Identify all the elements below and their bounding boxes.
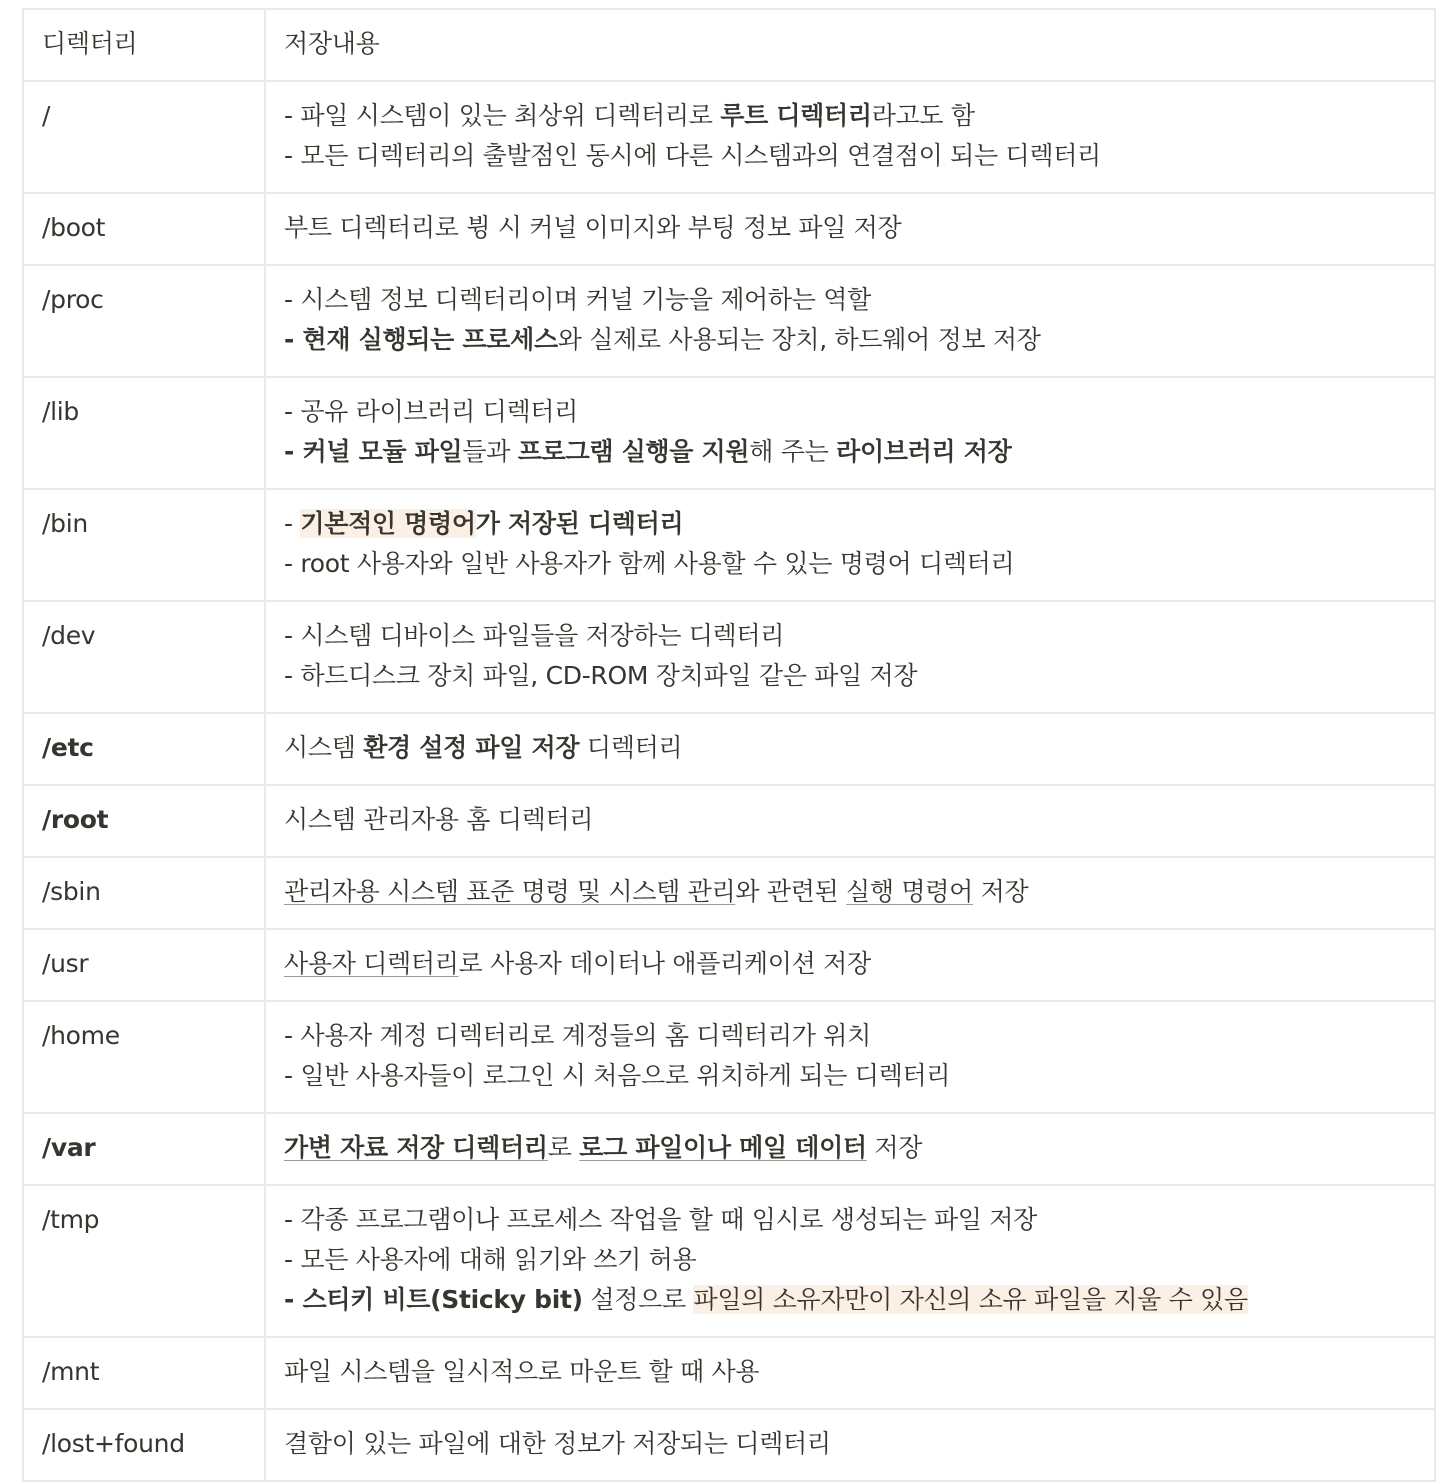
description-cell bbox=[265, 601, 1435, 713]
directory-cell: /mnt bbox=[23, 1337, 265, 1409]
description-line bbox=[284, 96, 1416, 136]
text-segment: 로 사용자 데이터나 애플리케이션 저장 bbox=[458, 949, 871, 978]
bold-text: 커널 모듈 파일 bbox=[302, 437, 463, 466]
description-line bbox=[284, 1056, 1416, 1096]
bold-text: 스티키 비트(Sticky bit) bbox=[302, 1285, 583, 1314]
table-body bbox=[23, 81, 1435, 1481]
description-line bbox=[284, 1016, 1416, 1056]
description-line bbox=[284, 656, 1416, 696]
bold-text: 프로그램 실행을 지원 bbox=[517, 437, 750, 466]
directory-cell: /bin bbox=[23, 489, 265, 601]
description-cell bbox=[265, 1409, 1435, 1481]
table-row bbox=[23, 857, 1435, 929]
bold-text: - bbox=[284, 437, 303, 466]
table-row bbox=[23, 929, 1435, 1001]
description-cell bbox=[265, 1113, 1435, 1185]
description-line bbox=[284, 944, 1416, 984]
description-line bbox=[284, 728, 1416, 768]
table-row bbox=[23, 377, 1435, 489]
text-segment: - 시스템 디바이스 파일들을 저장하는 디렉터리 bbox=[284, 621, 785, 650]
description-line bbox=[284, 1200, 1416, 1240]
description-line bbox=[284, 136, 1416, 176]
bold-text: - bbox=[284, 1285, 303, 1314]
text-segment: 파일 시스템을 일시적으로 마운트 할 때 사용 bbox=[284, 1357, 760, 1386]
description-cell bbox=[265, 81, 1435, 193]
directory-cell: /usr bbox=[23, 929, 265, 1001]
directory-cell: /lib bbox=[23, 377, 265, 489]
underlined-text: 로그 파일이나 메일 데이터 bbox=[579, 1133, 867, 1162]
table-row bbox=[23, 193, 1435, 265]
directory-cell: /tmp bbox=[23, 1185, 265, 1337]
table-row bbox=[23, 1409, 1435, 1481]
bold-text: 가 저장된 디렉터리 bbox=[475, 509, 684, 538]
directory-cell: /lost+found bbox=[23, 1409, 265, 1481]
text-segment: - bbox=[284, 509, 301, 538]
bold-text: - bbox=[284, 325, 303, 354]
directory-cell: /sbin bbox=[23, 857, 265, 929]
description-line bbox=[284, 1280, 1416, 1320]
description-line bbox=[284, 392, 1416, 432]
table-row bbox=[23, 1001, 1435, 1113]
text-segment: 로 bbox=[547, 1133, 580, 1162]
directory-cell: /root bbox=[23, 785, 265, 857]
description-cell bbox=[265, 785, 1435, 857]
table-row bbox=[23, 785, 1435, 857]
text-segment: - 사용자 계정 디렉터리로 계정들의 홈 디렉터리가 위치 bbox=[284, 1021, 871, 1050]
highlighted-text: 파일의 소유자만이 자신의 소유 파일을 지울 수 있음 bbox=[693, 1285, 1248, 1314]
directory-cell: /var bbox=[23, 1113, 265, 1185]
description-cell bbox=[265, 713, 1435, 785]
underlined-text: 가변 자료 저장 디렉터리 bbox=[284, 1133, 548, 1162]
description-line bbox=[284, 280, 1416, 320]
table-row bbox=[23, 713, 1435, 785]
text-segment: 라고도 함 bbox=[871, 101, 975, 130]
text-segment: 시스템 bbox=[284, 733, 364, 762]
text-segment: 설정으로 bbox=[582, 1285, 694, 1314]
description-cell bbox=[265, 265, 1435, 377]
bold-text: 환경 설정 파일 저장 bbox=[363, 733, 580, 762]
underlined-text: 사용자 디렉터리 bbox=[284, 949, 459, 978]
directory-cell: /dev bbox=[23, 601, 265, 713]
description-line bbox=[284, 800, 1416, 840]
description-cell bbox=[265, 1001, 1435, 1113]
description-cell bbox=[265, 929, 1435, 1001]
bold-text: 라이브러리 저장 bbox=[836, 437, 1012, 466]
description-line bbox=[284, 432, 1416, 472]
description-line bbox=[284, 1128, 1416, 1168]
description-cell bbox=[265, 1337, 1435, 1409]
header-directory: 디렉터리 bbox=[23, 9, 265, 81]
text-segment: - 공유 라이브러리 디렉터리 bbox=[284, 397, 579, 426]
text-segment: - 파일 시스템이 있는 최상위 디렉터리로 bbox=[284, 101, 721, 130]
header-contents: 저장내용 bbox=[265, 9, 1435, 81]
directory-table bbox=[22, 8, 1436, 1482]
text-segment: - root 사용자와 일반 사용자가 함께 사용할 수 있는 명령어 디렉터리 bbox=[284, 549, 1015, 578]
text-segment: - 일반 사용자들이 로그인 시 처음으로 위치하게 되는 디렉터리 bbox=[284, 1061, 951, 1090]
table-row bbox=[23, 601, 1435, 713]
bold-text: 루트 디렉터리 bbox=[720, 101, 872, 130]
header-row bbox=[23, 9, 1435, 81]
text-segment: 와 관련된 bbox=[735, 877, 847, 906]
table-row bbox=[23, 1185, 1435, 1337]
text-segment: 저장 bbox=[866, 1133, 923, 1162]
bold-text: 현재 실행되는 프로세스 bbox=[302, 325, 558, 354]
text-segment: 결함이 있는 파일에 대한 정보가 저장되는 디렉터리 bbox=[284, 1429, 831, 1458]
table-row bbox=[23, 489, 1435, 601]
description-line bbox=[284, 616, 1416, 656]
text-segment: 저장 bbox=[972, 877, 1029, 906]
text-segment: - 각종 프로그램이나 프로세스 작업을 할 때 임시로 생성되는 파일 저장 bbox=[284, 1205, 1037, 1234]
table-row bbox=[23, 1113, 1435, 1185]
highlighted-text: 기본적인 명령어 bbox=[300, 509, 476, 538]
description-cell bbox=[265, 193, 1435, 265]
directory-cell: /etc bbox=[23, 713, 265, 785]
description-cell bbox=[265, 857, 1435, 929]
description-line bbox=[284, 504, 1416, 544]
description-line bbox=[284, 1352, 1416, 1392]
description-line bbox=[284, 1240, 1416, 1280]
description-line bbox=[284, 872, 1416, 912]
text-segment: - 하드디스크 장치 파일, CD-ROM 장치파일 같은 파일 저장 bbox=[284, 661, 918, 690]
table-row bbox=[23, 81, 1435, 193]
description-cell bbox=[265, 1185, 1435, 1337]
text-segment: - 모든 디렉터리의 출발점인 동시에 다른 시스템과의 연결점이 되는 디렉터리 bbox=[284, 141, 1101, 170]
text-segment: 해 주는 bbox=[749, 437, 837, 466]
table-row bbox=[23, 265, 1435, 377]
directory-cell: /boot bbox=[23, 193, 265, 265]
text-segment: 들과 bbox=[462, 437, 518, 466]
text-segment: - 모든 사용자에 대해 읽기와 쓰기 허용 bbox=[284, 1245, 697, 1274]
description-cell bbox=[265, 377, 1435, 489]
text-segment: - 시스템 정보 디렉터리이며 커널 기능을 제어하는 역할 bbox=[284, 285, 871, 314]
text-segment: 디렉터리 bbox=[579, 733, 683, 762]
description-cell bbox=[265, 489, 1435, 601]
text-segment: 시스템 관리자용 홈 디렉터리 bbox=[284, 805, 594, 834]
table-row bbox=[23, 1337, 1435, 1409]
text-segment: 와 실제로 사용되는 장치, 하드웨어 정보 저장 bbox=[557, 325, 1041, 354]
description-line bbox=[284, 208, 1416, 248]
directory-cell: /home bbox=[23, 1001, 265, 1113]
directory-cell: / bbox=[23, 81, 265, 193]
description-line bbox=[284, 544, 1416, 584]
description-line bbox=[284, 1424, 1416, 1464]
text-segment: 부트 디렉터리로 뷩 시 커널 이미지와 부팅 정보 파일 저장 bbox=[284, 213, 902, 242]
description-line bbox=[284, 320, 1416, 360]
underlined-text: 관리자용 시스템 표준 명령 및 시스템 관리 bbox=[284, 877, 736, 906]
underlined-text: 실행 명령어 bbox=[846, 877, 973, 906]
directory-cell: /proc bbox=[23, 265, 265, 377]
